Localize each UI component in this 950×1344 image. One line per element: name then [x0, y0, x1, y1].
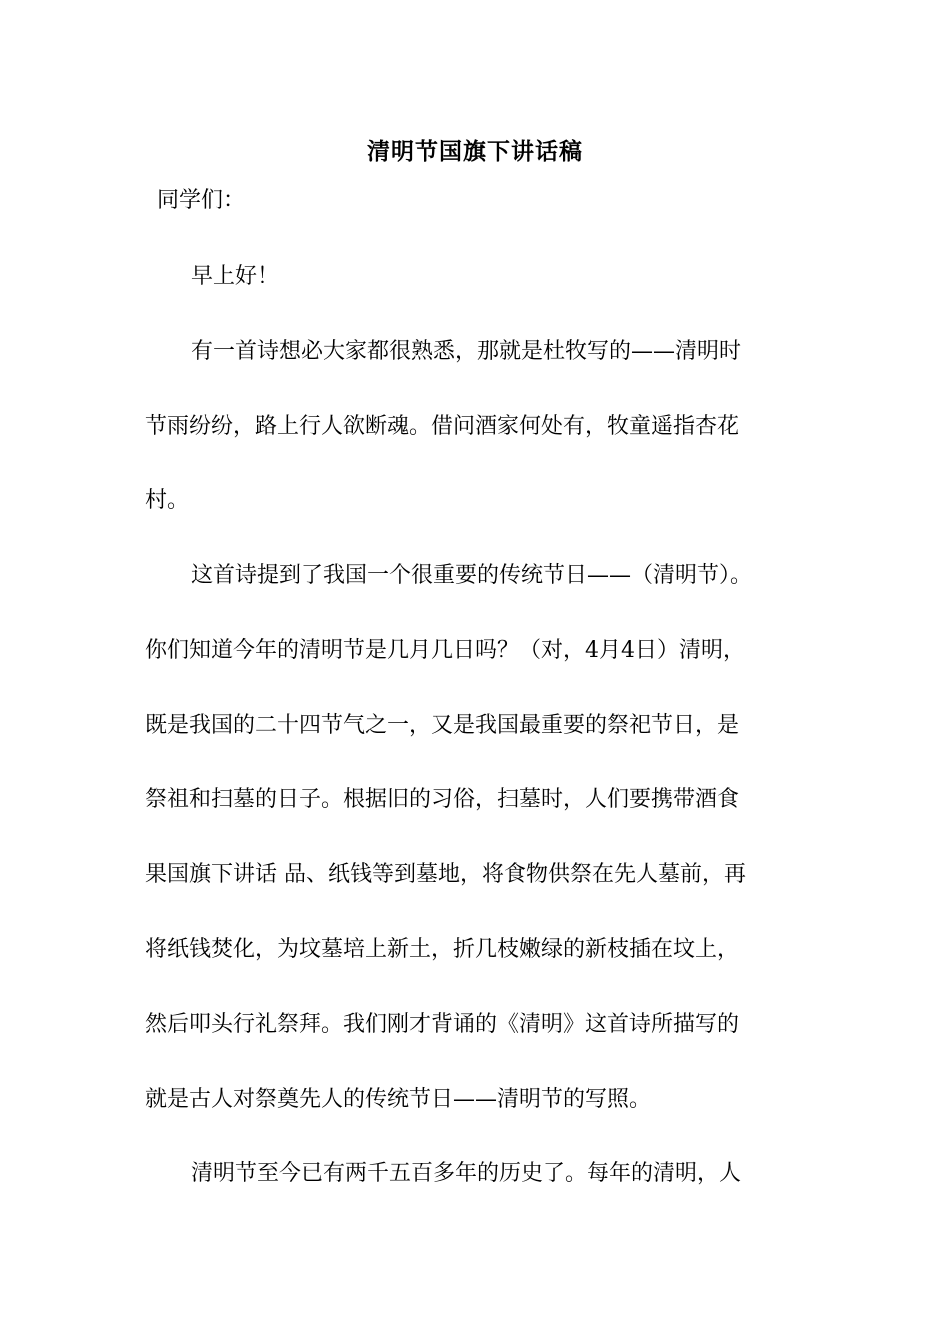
paragraph-line: 既是我国的二十四节气之一，又是我国最重要的祭祀节日，是	[145, 713, 740, 738]
paragraph-line: 将纸钱焚化，为坟墓培上新土，折几枝嫩绿的新枝插在坟上，	[145, 937, 740, 962]
paragraph-line: 村。	[145, 488, 190, 513]
greeting: 早上好！	[191, 264, 280, 289]
paragraph-line: 这首诗提到了我国一个很重要的传统节日——（清明节）。	[191, 563, 753, 588]
paragraph-line: 节雨纷纷，路上行人欲断魂。借问酒家何处有，牧童遥指杏花	[145, 414, 740, 439]
paragraph-line: 祭祖和扫墓的日子。根据旧的习俗，扫墓时，人们要携带酒食	[145, 787, 740, 812]
paragraph-line: 然后叩头行礼祭拜。我们刚才背诵的《清明》这首诗所描写的	[145, 1012, 740, 1037]
paragraph-line: 你们知道今年的清明节是几月几日吗？（对，4月4日）清明，	[145, 638, 745, 663]
paragraph-line: 清明节至今已有两千五百多年的历史了。每年的清明，人	[191, 1161, 742, 1186]
paragraph-line: 果国旗下讲话 品、纸钱等到墓地，将食物供祭在先人墓前，再	[145, 862, 746, 887]
document-title: 清明节国旗下讲话稿	[367, 139, 583, 165]
paragraph-line: 就是古人对祭奠先人的传统节日——清明节的写照。	[145, 1087, 652, 1112]
salutation: 同学们：	[157, 188, 246, 213]
paragraph-line: 有一首诗想必大家都很熟悉，那就是杜牧写的——清明时	[191, 339, 742, 364]
